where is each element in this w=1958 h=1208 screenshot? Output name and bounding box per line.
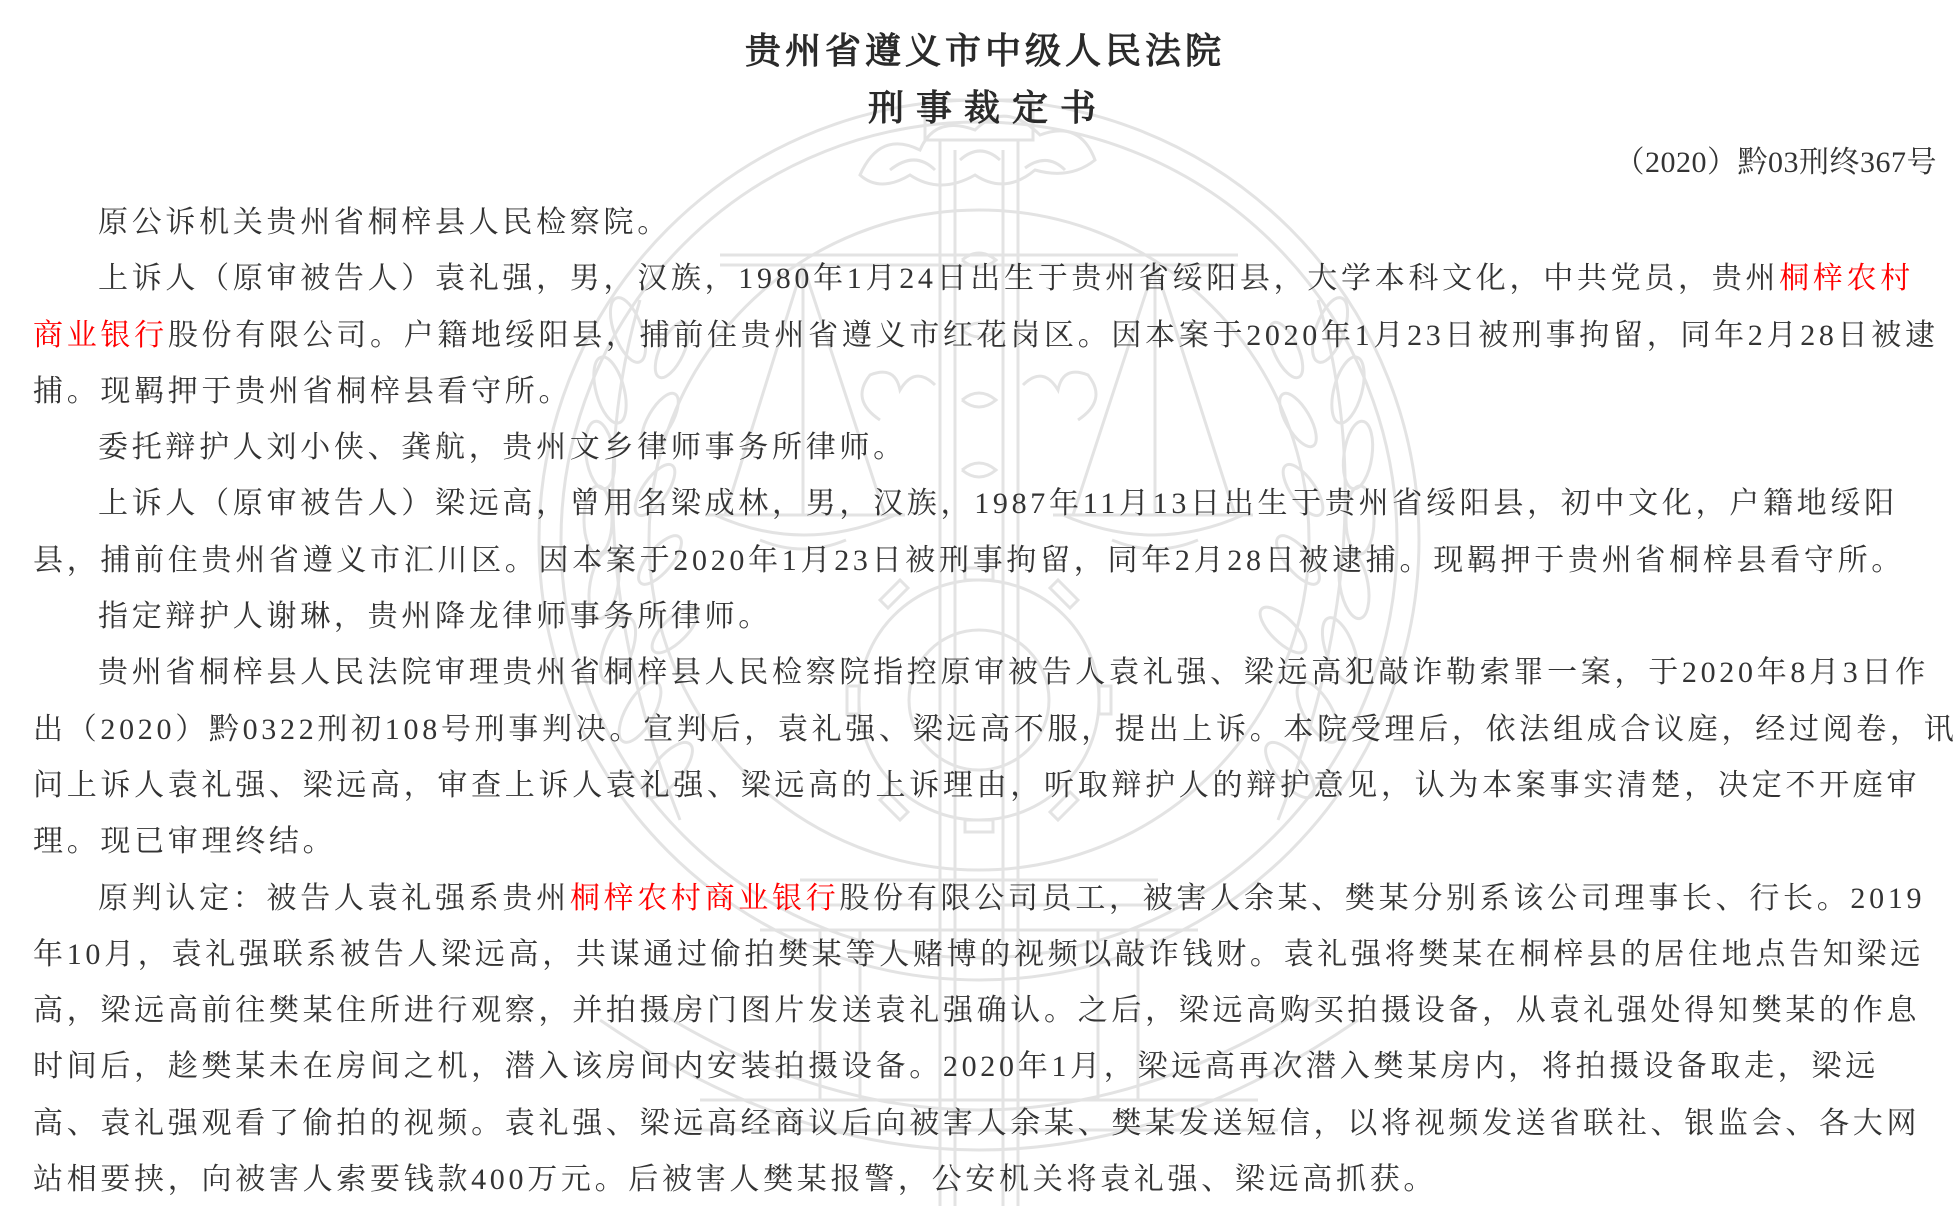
case-number: （2020）黔03刑终367号 (1614, 146, 1937, 179)
text-line (0, 589, 1958, 645)
text-line (0, 814, 1958, 870)
document-type-heading: 刑事裁定书 (867, 88, 1108, 128)
text-segment: 高、袁礼强观看了偷拍的视频。袁礼强、梁远高经商议后向被害人余某、樊某发送短信，以将视频发送省联社、银监会、各大网 (33, 1106, 1921, 1140)
text-line (0, 476, 1958, 532)
text-line (0, 420, 1958, 476)
text-segment: 股份有限公司。户籍地绥阳县，捕前住贵州省遵义市红花岗区。因本案于2020年1月23日被刑事拘留，同年2月28日被逮 (167, 318, 1939, 352)
text-segment: 捕。现羁押于贵州省桐梓县看守所。 (33, 374, 573, 408)
text-segment: 原判认定：被告人袁礼强系贵州 (98, 881, 570, 915)
text-line (0, 308, 1958, 364)
text-segment: 上诉人（原审被告人）袁礼强，男，汉族，1980年1月24日出生于贵州省绥阳县，大学本科文化，中共党员，贵州 (98, 262, 1780, 296)
text-line (0, 1039, 1958, 1095)
text-line (0, 645, 1958, 701)
highlighted-text-segment: 商业银行 (33, 318, 168, 352)
text-line (0, 983, 1958, 1039)
text-line (0, 364, 1958, 420)
text-line (0, 1096, 1958, 1152)
text-line (0, 195, 1958, 251)
text-line (0, 927, 1958, 983)
text-line (0, 758, 1958, 814)
highlighted-text-segment: 桐梓农村 (1779, 262, 1914, 296)
text-line (0, 251, 1958, 307)
text-segment: 原公诉机关贵州省桐梓县人民检察院。 (98, 206, 671, 239)
text-line (0, 533, 1958, 589)
text-segment: 上诉人（原审被告人）梁远高，曾用名梁成林，男，汉族，1987年11月13日出生于贵州省绥阳县，初中文化，户籍地绥阳 (98, 487, 1898, 521)
document-body (0, 195, 1958, 1208)
text-segment: 贵州省桐梓县人民法院审理贵州省桐梓县人民检察院指控原审被告人袁礼强、梁远高犯敲诈勒索罪一案，于2020年8月3日作 (98, 656, 1929, 690)
text-segment: 站相要挟，向被害人索要钱款400万元。后被害人樊某报警，公安机关将袁礼强、梁远高抓获。 (33, 1163, 1438, 1197)
text-segment: 年10月，袁礼强联系被告人梁远高，共谋通过偷拍樊某等人赌博的视频以敲诈钱财。袁礼强将樊某在桐梓县的居住地点告知梁远 (33, 937, 1924, 971)
text-line (0, 702, 1958, 758)
text-segment: 问上诉人袁礼强、梁远高，审查上诉人袁礼强、梁远高的上诉理由，听取辩护人的辩护意见，认为本案事实清楚，决定不开庭审 (33, 768, 1921, 802)
court-name-heading: 贵州省遵义市中级人民法院 (744, 31, 1225, 71)
text-line (0, 1152, 1958, 1208)
text-segment: 委托辩护人刘小侠、龚航，贵州文乡律师事务所律师。 (98, 431, 907, 465)
highlighted-text-segment: 桐梓农村商业银行 (569, 881, 840, 915)
text-segment: 股份有限公司员工，被害人余某、樊某分别系该公司理事长、行长。2019 (839, 881, 1926, 915)
text-segment: 理。现已审理终结。 (33, 825, 337, 859)
text-segment: 县，捕前住贵州省遵义市汇川区。因本案于2020年1月23日被刑事拘留，同年2月28日被逮捕。现羁押于贵州省桐梓县看守所。 (33, 543, 1905, 577)
text-segment: 时间后，趁樊某未在房间之机，潜入该房间内安装拍摄设备。2020年1月，梁远高再次潜入樊某房内，将拍摄设备取走，梁远 (33, 1050, 1879, 1084)
text-segment: 高，梁远高前往樊某住所进行观察，并拍摄房门图片发送袁礼强确认。之后，梁远高购买拍摄设备，从袁礼强处得知樊某的作息 (33, 994, 1921, 1028)
text-segment: 出（2020）黔0322刑初108号刑事判决。宣判后，袁礼强、梁远高不服，提出上诉。本院受理后，依法组成合议庭，经过阅卷，讯 (33, 712, 1958, 746)
text-segment: 指定辩护人谢琳，贵州降龙律师事务所律师。 (98, 600, 772, 634)
text-line (0, 871, 1958, 927)
